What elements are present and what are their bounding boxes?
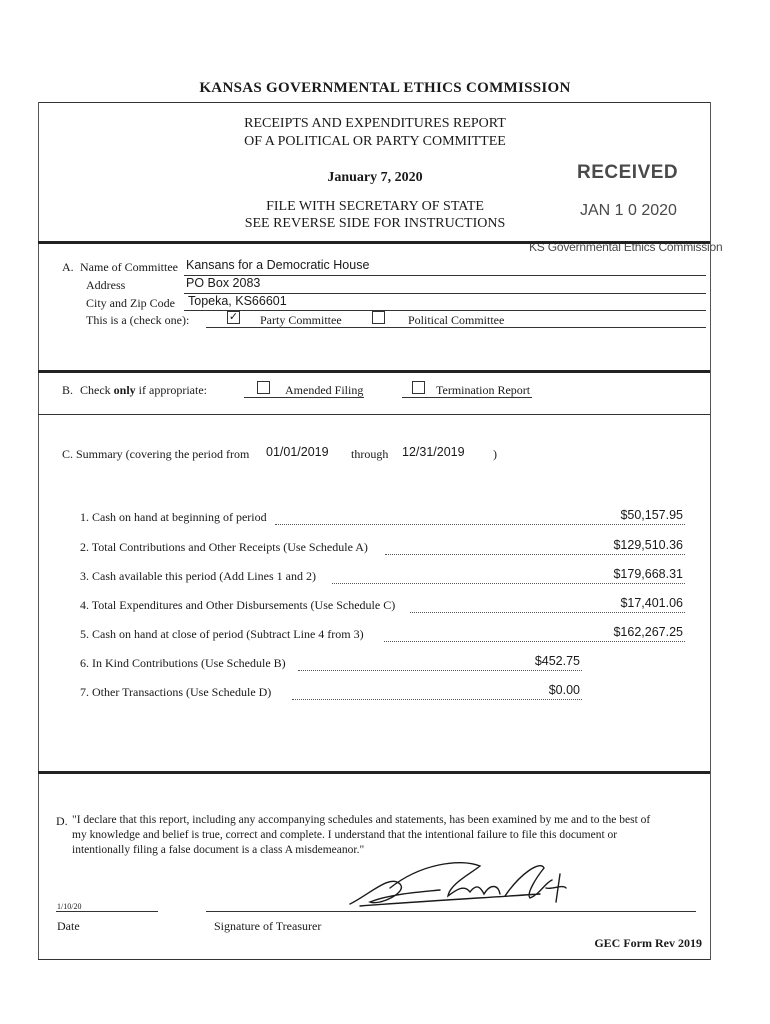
- summary-line-3-label: 3. Cash available this period (Add Lines 1 and 2): [80, 569, 316, 583]
- file-instruction-line1: FILE WITH SECRETARY OF STATE: [266, 199, 484, 214]
- summary-line-2-value: $129,510.36: [613, 538, 683, 552]
- declaration-line2: my knowledge and belief is true, correct and complete. I understand that the intentional failure to file this document or: [72, 829, 618, 841]
- received-stamp: RECEIVED: [577, 162, 679, 183]
- section-b-label-post: if appropriate:: [138, 383, 207, 397]
- termination-report-label: Termination Report: [436, 383, 531, 397]
- political-committee-label: Political Committee: [408, 313, 505, 327]
- committee-name-line: [184, 275, 706, 276]
- party-committee-label: Party Committee: [260, 313, 342, 327]
- signature-label: Signature of Treasurer: [214, 919, 322, 933]
- summary-line-6-label: 6. In Kind Contributions (Use Schedule B): [80, 656, 286, 670]
- committee-name-label: Name of Committee: [80, 260, 178, 274]
- summary-line-3-value: $179,668.31: [613, 567, 683, 581]
- form-revision: GEC Form Rev 2019: [594, 936, 702, 950]
- termination-report-checkbox[interactable]: [412, 381, 425, 394]
- date-line: [56, 911, 158, 912]
- party-committee-checkbox[interactable]: ✓: [228, 311, 239, 323]
- summary-line-5-leader: [384, 641, 685, 642]
- summary-line-1-label: 1. Cash on hand at beginning of period: [80, 510, 267, 524]
- summary-line-6-value: $452.75: [534, 654, 580, 668]
- political-committee-checkbox[interactable]: [372, 311, 385, 324]
- address-value: PO Box 2083: [186, 276, 261, 290]
- declaration-line3: intentionally filing a false document is a class A misdemeanor.": [72, 844, 365, 856]
- form-bottom-border: [38, 959, 710, 960]
- section-b-divider: [38, 414, 710, 415]
- report-title-line2: OF A POLITICAL OR PARTY COMMITTEE: [244, 134, 506, 149]
- period-close-paren: ): [493, 447, 497, 461]
- section-b-label-only: only: [113, 383, 136, 397]
- commission-title: KANSAS GOVERNMENTAL ETHICS COMMISSION: [199, 80, 571, 96]
- summary-line-2-leader: [385, 554, 685, 555]
- city-zip-label: City and Zip Code: [86, 296, 175, 310]
- committee-type-line: [206, 327, 706, 328]
- period-through-value: 12/31/2019: [402, 445, 465, 459]
- declaration-line1: "I declare that this report, including any accompanying schedules and statements, has been examined by me and to the best of: [72, 814, 651, 826]
- city-zip-value: Topeka, KS66601: [188, 294, 287, 308]
- section-d-letter: D.: [56, 814, 68, 828]
- form-top-border: [38, 102, 710, 103]
- summary-period-label: Summary (covering the period from: [76, 447, 250, 461]
- summary-line-1-leader: [275, 524, 685, 525]
- section-b-label: [80, 383, 207, 398]
- summary-line-6-leader: [298, 670, 582, 671]
- date-label: Date: [57, 919, 80, 933]
- summary-line-7-leader: [292, 699, 582, 700]
- amended-filing-label: Amended Filing: [285, 383, 364, 397]
- section-c-letter: C.: [62, 447, 74, 461]
- summary-line-1-value: $50,157.95: [620, 508, 683, 522]
- summary-line-2-label: 2. Total Contributions and Other Receipts (Use Schedule A): [80, 540, 368, 554]
- summary-line-4-value: $17,401.06: [620, 596, 683, 610]
- period-through-label: through: [351, 447, 389, 461]
- section-a-divider: [38, 370, 710, 373]
- period-from-value: 01/01/2019: [266, 445, 329, 459]
- report-title-line1: RECEIPTS AND EXPENDITURES REPORT: [244, 116, 506, 131]
- committee-type-label: This is a (check one):: [86, 313, 190, 327]
- city-zip-line: [184, 310, 706, 311]
- amended-filing-checkbox[interactable]: [257, 381, 270, 394]
- summary-line-3-leader: [332, 583, 685, 584]
- summary-line-5-value: $162,267.25: [613, 625, 683, 639]
- treasurer-signature: [330, 854, 590, 914]
- section-b-letter: B.: [62, 383, 74, 397]
- signature-line: [206, 911, 696, 912]
- signature-date-value: 1/10/20: [57, 902, 82, 911]
- header-divider: [38, 241, 710, 244]
- report-date: January 7, 2020: [327, 170, 423, 185]
- received-stamp-date: JAN 1 0 2020: [580, 202, 677, 219]
- summary-line-7-value: $0.00: [548, 683, 580, 697]
- summary-line-4-label: 4. Total Expenditures and Other Disbursements (Use Schedule C): [80, 598, 396, 612]
- summary-line-7-label: 7. Other Transactions (Use Schedule D): [80, 685, 272, 699]
- committee-name-value: Kansans for a Democratic House: [186, 258, 370, 272]
- section-a-letter: A.: [62, 260, 74, 274]
- section-b-label-pre: Check: [80, 383, 111, 397]
- amended-filing-line: [244, 397, 364, 398]
- summary-line-4-leader: [410, 612, 685, 613]
- address-label: Address: [86, 278, 126, 292]
- received-stamp-agency: KS Governmental Ethics Commission: [529, 240, 723, 254]
- summary-line-5-label: 5. Cash on hand at close of period (Subtract Line 4 from 3): [80, 627, 364, 641]
- file-instruction-line2: SEE REVERSE SIDE FOR INSTRUCTIONS: [244, 216, 506, 231]
- section-c-divider: [38, 771, 710, 774]
- termination-report-line: [402, 397, 532, 398]
